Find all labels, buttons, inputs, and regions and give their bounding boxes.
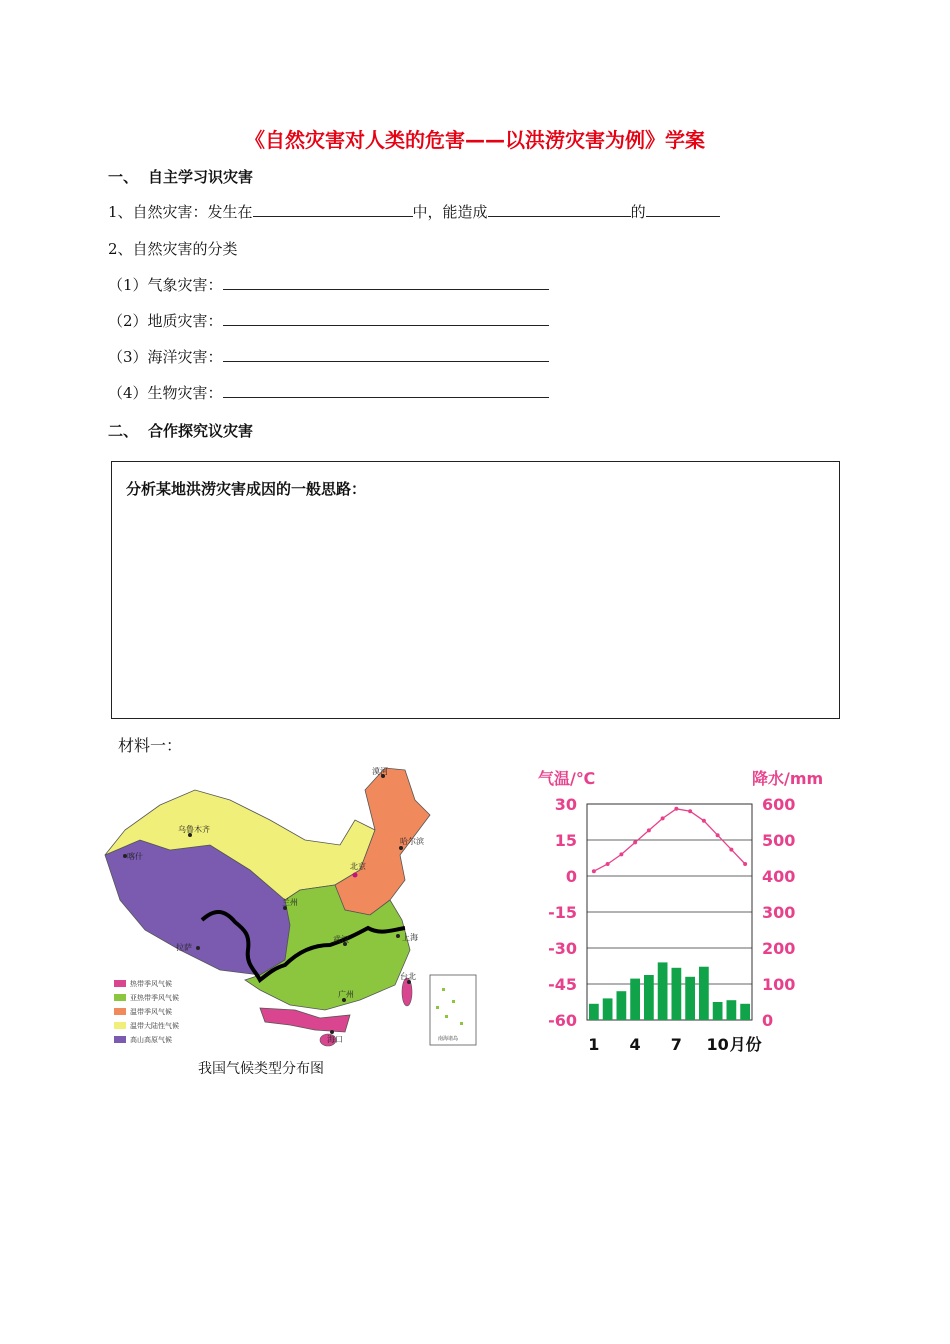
map-caption: 我国气候类型分布图	[198, 1061, 324, 1077]
temperature-point	[633, 840, 637, 844]
section-2-label: 合作探究议灾害	[148, 422, 254, 440]
precip-bar	[727, 1000, 737, 1020]
section-1-heading	[108, 166, 253, 187]
y-left-tick: -45	[548, 975, 577, 994]
category-blank[interactable]	[223, 274, 549, 290]
y-right-tick: 0	[762, 1011, 774, 1030]
category-label: （4）生物灾害：	[108, 384, 223, 402]
y-left-tick: -15	[548, 903, 577, 922]
inset-label: 南海诸岛	[438, 1036, 459, 1042]
precip-bar	[603, 998, 613, 1020]
precip-bar	[617, 991, 627, 1020]
south-sea-inset	[430, 975, 476, 1045]
temperature-point	[729, 848, 733, 852]
temperature-point	[592, 869, 596, 873]
q1-prefix: 1、自然灾害：发生在	[108, 203, 253, 221]
material-label: 材料一：	[118, 736, 183, 755]
x-tick: 10	[706, 1035, 729, 1054]
x-tick: 1	[588, 1035, 600, 1054]
china-climate-map	[100, 760, 485, 1055]
temperature-point	[716, 833, 720, 837]
precip-bar	[699, 967, 709, 1020]
category-blank[interactable]	[223, 382, 549, 398]
y-left-tick: 15	[554, 831, 577, 850]
legend-swatch	[114, 1022, 126, 1029]
city-label: 武汉	[333, 935, 349, 944]
temperature-point	[688, 809, 692, 813]
city-label: 喀什	[127, 852, 143, 861]
category-label: （3）海洋灾害：	[108, 348, 223, 366]
temperature-point	[743, 862, 747, 866]
legend-label: 温带大陆性气候	[130, 1022, 179, 1030]
q1-blank-1[interactable]	[253, 201, 413, 217]
category-item	[108, 346, 549, 367]
category-item	[108, 310, 549, 331]
precip-bar	[589, 1004, 599, 1020]
legend-label: 高山高原气候	[130, 1036, 172, 1044]
precip-bar	[658, 962, 668, 1020]
q1-mid-2: 的	[630, 203, 646, 221]
legend-swatch	[114, 1036, 126, 1043]
x-tick: 4	[629, 1035, 641, 1054]
legend-swatch	[114, 1008, 126, 1015]
temperature-point	[647, 828, 651, 832]
city-label: 台北	[400, 972, 416, 981]
map-legend	[114, 979, 179, 1044]
y-right-tick: 300	[762, 903, 796, 922]
legend-swatch	[114, 980, 126, 987]
y-right-tick: 600	[762, 795, 796, 814]
q1-blank-3[interactable]	[646, 201, 720, 217]
precip-bar	[630, 979, 640, 1020]
city-label: 兰州	[282, 898, 298, 907]
climate-chart	[530, 762, 830, 1062]
city-label: 上海	[402, 933, 418, 942]
y-left-tick: -60	[548, 1011, 577, 1030]
category-item	[108, 382, 549, 403]
y-left-label: 气温/℃	[538, 769, 596, 788]
legend-label: 温带季风气候	[130, 1008, 172, 1016]
y-left-tick: -30	[548, 939, 577, 958]
legend-label: 热带季风气候	[130, 980, 172, 988]
x-tick: 7	[670, 1035, 682, 1054]
temperature-point	[661, 816, 665, 820]
city-label: 北京	[350, 862, 366, 871]
precip-bar	[740, 1004, 750, 1020]
precip-bar	[644, 975, 654, 1020]
precip-bar	[713, 1002, 723, 1020]
legend-swatch	[114, 994, 126, 1001]
temperature-point	[674, 807, 678, 811]
y-right-tick: 200	[762, 939, 796, 958]
q1-blank-2[interactable]	[488, 201, 631, 217]
city-label: 哈尔滨	[400, 837, 424, 846]
page-title: 《自然灾害对人类的危害——以洪涝灾害为例》学案	[245, 128, 705, 152]
y-left-tick: 0	[565, 867, 577, 886]
y-right-tick: 400	[762, 867, 796, 886]
precip-bar	[672, 968, 682, 1020]
precip-bar	[685, 977, 695, 1020]
y-right-tick: 100	[762, 975, 796, 994]
city-label: 乌鲁木齐	[178, 825, 210, 834]
category-label: （2）地质灾害：	[108, 312, 223, 330]
temperature-point	[606, 862, 610, 866]
legend-label: 亚热带季风气候	[130, 994, 179, 1002]
section-2-number: 二、	[108, 422, 139, 440]
x-label: 月份	[729, 1035, 762, 1054]
category-blank[interactable]	[223, 346, 549, 362]
section-1-number: 一、	[108, 168, 139, 186]
city-label: 广州	[338, 990, 354, 999]
city-label: 漠河	[372, 767, 388, 776]
answer-box[interactable]	[111, 461, 840, 719]
y-left-tick: 30	[554, 795, 577, 814]
category-label: （1）气象灾害：	[108, 276, 223, 294]
y-right-tick: 500	[762, 831, 796, 850]
category-blank[interactable]	[223, 310, 549, 326]
question-1	[108, 201, 720, 222]
city-label: 拉萨	[176, 943, 192, 952]
category-item	[108, 274, 549, 295]
answer-box-heading: 分析某地洪涝灾害成因的一般思路：	[126, 480, 367, 498]
temperature-point	[702, 819, 706, 823]
map-region-tropical	[260, 1008, 350, 1032]
question-2: 2、自然灾害的分类	[108, 240, 238, 258]
y-right-label: 降水/mm	[752, 769, 824, 788]
section-2-heading	[108, 420, 253, 441]
q1-mid-1: 中，能造成	[412, 203, 488, 221]
temperature-point	[619, 852, 623, 856]
section-1-label: 自主学习识灾害	[148, 168, 254, 186]
city-label: 海口	[327, 1035, 343, 1044]
